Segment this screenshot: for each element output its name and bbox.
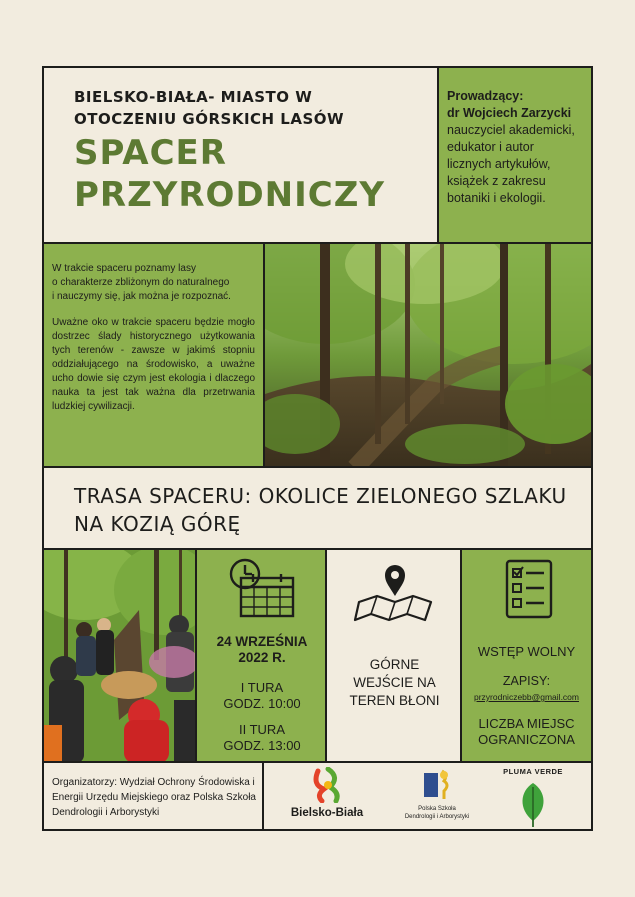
host-bio-line: książek z zakresu: [447, 174, 546, 188]
signup-label: ZAPISY:: [502, 674, 551, 688]
route-text: [74, 482, 571, 538]
description-line: W trakcie spaceru poznamy lasy: [52, 263, 196, 274]
organizers-text: Organizatorzy: Wydział Ochrony Środowiska i Energii Urzędu Miejskiego oraz Polska Szkoła Dendrologii i Arborystyki: [52, 777, 256, 818]
location-line: TEREN BŁONI: [349, 693, 440, 708]
logo-city-name: Bielsko-Biała: [290, 807, 364, 819]
limit-text: [462, 716, 591, 748]
subtitle-line: OTOCZENIU GÓRSKICH LASÓW: [74, 110, 345, 128]
forest-photo: [263, 242, 593, 470]
poster-title: [74, 132, 385, 216]
host-panel: [437, 66, 593, 244]
description-text: [52, 262, 255, 426]
bielsko-biala-logo: [282, 767, 372, 827]
title-line: PRZYRODNICZY: [74, 175, 386, 215]
tour-time: GODZ. 10:00: [223, 696, 301, 711]
polska-szkola-text: [402, 805, 472, 821]
pluma-verde-logo: [498, 765, 568, 829]
poster-subtitle: [74, 86, 344, 130]
logos-panel: [262, 761, 593, 831]
description-line: o charakterze zbliżonym do naturalnego: [52, 277, 230, 288]
tour-time: GODZ. 13:00: [223, 738, 301, 753]
schedule-panel: [195, 548, 329, 765]
route-line: NA KOZIĄ GÓRĘ: [74, 512, 241, 536]
forest-image: [265, 244, 591, 468]
group-photo: [42, 548, 199, 765]
host-name: dr Wojciech Zarzycki: [447, 106, 572, 120]
host-bio-line: botaniki i ekologii.: [447, 191, 546, 205]
title-line: SPACER: [74, 133, 227, 173]
signup-email[interactable]: przyrodniczebb@gmail.com: [473, 692, 579, 702]
limit-line: LICZBA MIEJSC: [478, 716, 575, 731]
date-line: 2022 R.: [238, 650, 286, 665]
logo-line: Dendrologii i Arborystyki: [404, 814, 470, 820]
poster-frame: [42, 66, 591, 829]
header-panel: [42, 66, 439, 244]
subtitle-line: BIELSKO-BIAŁA- MIASTO W: [74, 88, 313, 106]
tour-1: [197, 680, 327, 712]
host-bio-line: licznych artykułów,: [447, 157, 551, 171]
location-line: WEJŚCIE NA: [353, 675, 436, 690]
schedule-date: [197, 634, 327, 666]
entry-text: WSTĘP WOLNY: [477, 644, 576, 659]
location-line: GÓRNE: [369, 657, 420, 672]
limit-line: OGRANICZONA: [478, 732, 575, 747]
checklist-icon: [504, 558, 554, 620]
calendar-clock-icon: [227, 556, 297, 620]
description-panel: [42, 242, 265, 470]
organizers-panel: [42, 761, 266, 831]
route-panel: [42, 466, 593, 552]
route-line: TRASA SPACERU: OKOLICE ZIELONEGO SZLAKU: [74, 484, 567, 508]
group-image: [44, 550, 197, 763]
bielsko-biala-emblem-icon: [310, 767, 344, 803]
description-line: i nauczymy się, jak można je rozpoznać.: [52, 291, 231, 302]
registration-panel: [460, 548, 593, 765]
date-line: 24 WRZEŚNIA: [216, 634, 308, 649]
location-panel: [325, 548, 464, 765]
tour-label: I TURA: [240, 680, 284, 695]
logo-line: Polska Szkoła: [418, 806, 456, 812]
pluma-verde-text: PLUMA VERDE: [503, 767, 563, 776]
host-bio-line: edukator i autor: [447, 140, 534, 154]
tour-label: II TURA: [239, 722, 285, 737]
map-pin-icon: [353, 562, 437, 622]
host-bio-line: nauczyciel akademicki,: [447, 123, 575, 137]
polska-szkola-logo: [402, 767, 472, 827]
host-label: Prowadzący:: [447, 89, 524, 103]
book-tree-icon: [422, 767, 452, 801]
location-text: [327, 656, 462, 710]
description-paragraph: Uważne oko w trakcie spaceru będzie mogło dostrzec ślady historycznego użytkowania tych terenów - zawsze w jakimś stopniu oddziałującego na środowisko, a uważne ucho dowie się czym jest ekologia i dlaczego nauka ta jest tak ważna dla przetrwania ludzkiej cywilizacji.: [52, 317, 255, 412]
tour-2: [197, 722, 327, 754]
host-info: [447, 88, 585, 207]
